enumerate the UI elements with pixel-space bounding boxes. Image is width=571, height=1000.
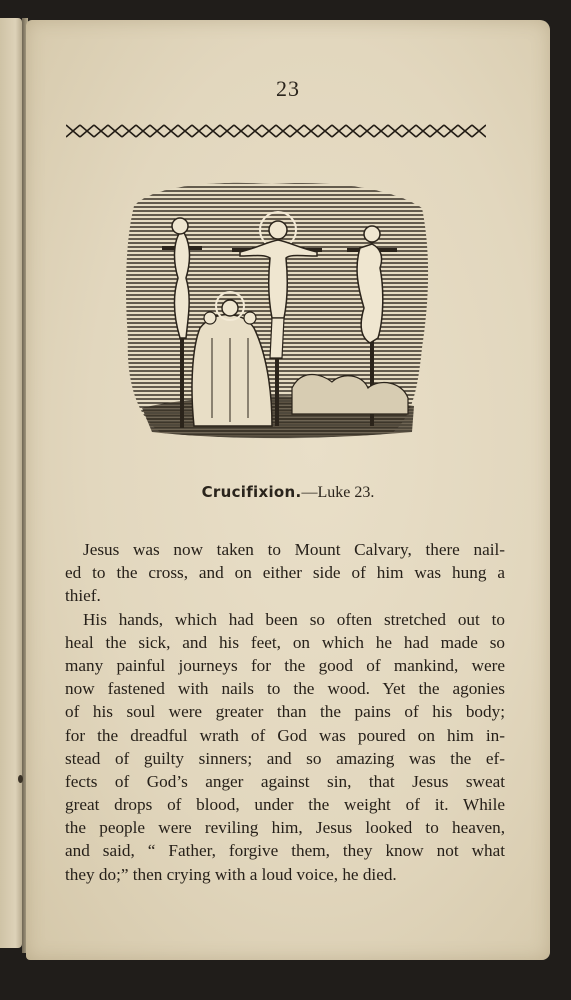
ornament-chevron [332,125,346,137]
caption-reference: Luke 23. [317,484,375,501]
ornament-chevron [430,125,444,137]
ornament-chevron [402,125,416,137]
ornament-chevron [122,125,136,137]
ornament-chevron [136,125,150,137]
text-line: stead of guilty sinners; and so amazing was the ef- [65,748,505,768]
book-page [26,20,550,960]
ornament-chevron [192,125,206,137]
ornament-chevron [108,125,122,137]
ornament-chevron [206,125,220,137]
ornament-chevron [444,125,458,137]
ornament-chevron [150,125,164,137]
text-line: ed to the cross, and on either side of him was hung a [65,563,505,583]
ornament-chevron [360,125,374,137]
ornament-chevron [346,125,360,137]
text-line: of his soul were greater than the pains of his body; [65,702,505,722]
text-line: many painful journeys for the good of mankind, were [65,655,505,675]
ornament-chevron [262,125,276,137]
page-number: 23 [276,76,300,101]
ornament-chevron [276,125,290,137]
illustration-caption [26,483,550,502]
text-line: they do;” then crying with a loud voice, he died. [65,864,397,884]
ornament-chevron [318,125,332,137]
ornamental-rule [66,123,486,139]
caption-title: Crucifixion. [201,483,302,501]
ornament-chevron [220,125,234,137]
text-line: and said, “ Father, forgive them, they know not what [65,841,505,861]
text-line: the people were reviling him, Jesus looked to heaven, [65,818,505,838]
ornament-chevron [94,125,108,137]
text-line: His hands, which had been so often stretched out to [83,609,505,629]
body-text [65,538,505,886]
ornament-chevron [304,125,318,137]
edge-mark [18,775,23,783]
facing-page-edge [0,18,22,948]
text-line: thief. [65,586,101,606]
ornament-chevron [234,125,248,137]
ornament-chevron [472,125,486,137]
ornament-chevron [164,125,178,137]
text-line: now fastened with nails to the wood. Yet the agonies [65,679,505,699]
crucifixion-woodcut [122,178,432,440]
caption-dash: — [301,484,318,501]
text-line: fects of God’s anger against sin, that Jesus sweat [65,771,505,791]
ornament-chevron [80,125,94,137]
ornament-chevron [388,125,402,137]
ornament-chevron [458,125,472,137]
ornament-chevron [290,125,304,137]
ornament-chevron [248,125,262,137]
text-line: Jesus was now taken to Mount Calvary, there nail- [83,540,505,559]
text-line: for the dreadful wrath of God was poured on him in- [65,725,505,745]
ornament-chevron [66,125,80,137]
text-line: heal the sick, and his feet, on which he had made so [65,632,505,652]
ornament-chevron [416,125,430,137]
text-line: great drops of blood, under the weight of it. While [65,795,505,815]
ornament-chevron [374,125,388,137]
ornament-chevron [178,125,192,137]
